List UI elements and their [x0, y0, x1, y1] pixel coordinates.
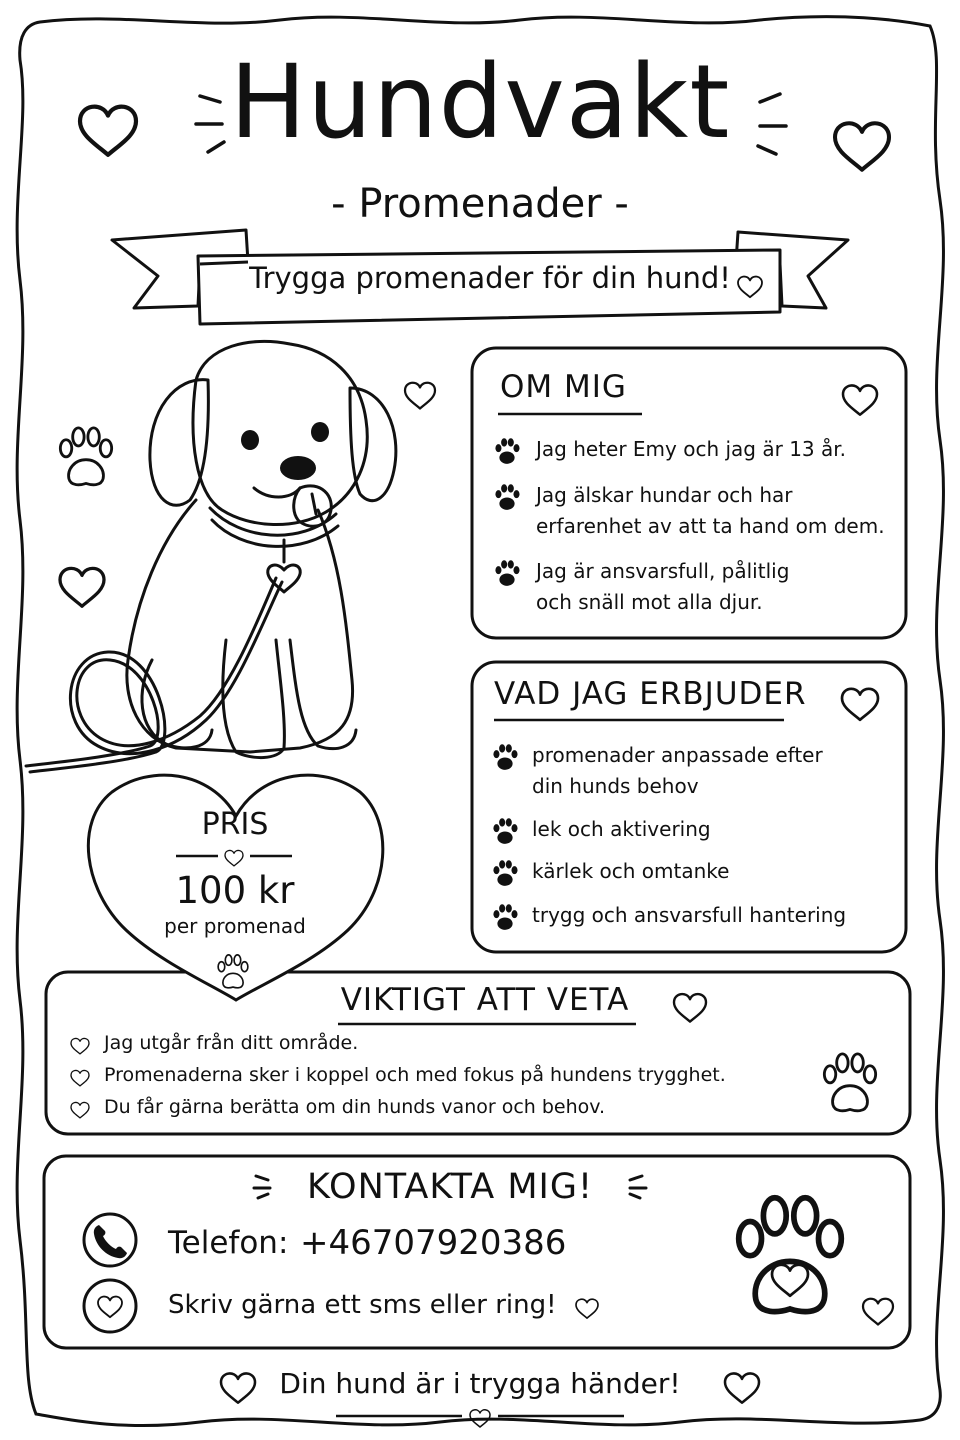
price-value: 100 kr — [175, 869, 295, 912]
ribbon-tagline: Trygga promenader för din hund! — [249, 261, 731, 295]
vad-jag-erbjuder-title: VAD JAG ERBJUDER — [494, 676, 807, 712]
puppy-illustration — [26, 341, 396, 772]
viktigt-title: VIKTIGT ATT VETA — [340, 982, 630, 1018]
om-mig-item: Jag älskar hundar och har erfarenhet av att ta hand om dem. — [536, 483, 885, 538]
info-item: Jag utgår från ditt område. — [104, 1032, 359, 1054]
puppy-face — [241, 422, 329, 480]
price-unit: per promenad — [164, 914, 306, 938]
wavy-border — [17, 17, 943, 1426]
info-item: Promenaderna sker i koppel och med fokus på hundens trygghet. — [104, 1064, 726, 1086]
contact-message: Skriv gärna ett sms eller ring! — [168, 1290, 557, 1320]
kontakt-title: KONTAKTA MIG! — [306, 1167, 593, 1207]
offer-item: lek och aktivering — [532, 817, 711, 841]
footer-slogan: Din hund är i trygga händer! — [279, 1367, 681, 1400]
big-paw-decoration — [739, 1198, 842, 1312]
poster-title: Hundvakt — [229, 43, 731, 162]
offer-item: trygg och ansvarsfull hantering — [532, 903, 847, 927]
om-mig-title: OM MIG — [500, 369, 627, 405]
phone-label: Telefon: — [168, 1225, 289, 1261]
price-label: PRIS — [201, 807, 269, 842]
om-mig-item: Jag är ansvarsfull, pålitlig och snäll mot alla djur. — [536, 559, 790, 614]
poster-subtitle: - Promenader - — [331, 181, 629, 227]
offer-item: kärlek och omtanke — [532, 859, 730, 883]
om-mig-item: Jag heter Emy och jag är 13 år. — [536, 437, 846, 461]
offer-item: promenader anpassade efter din hunds behov — [532, 743, 823, 798]
info-item: Du får gärna berätta om din hunds vanor och behov. — [104, 1096, 606, 1118]
phone-number: +46707920386 — [300, 1223, 567, 1263]
